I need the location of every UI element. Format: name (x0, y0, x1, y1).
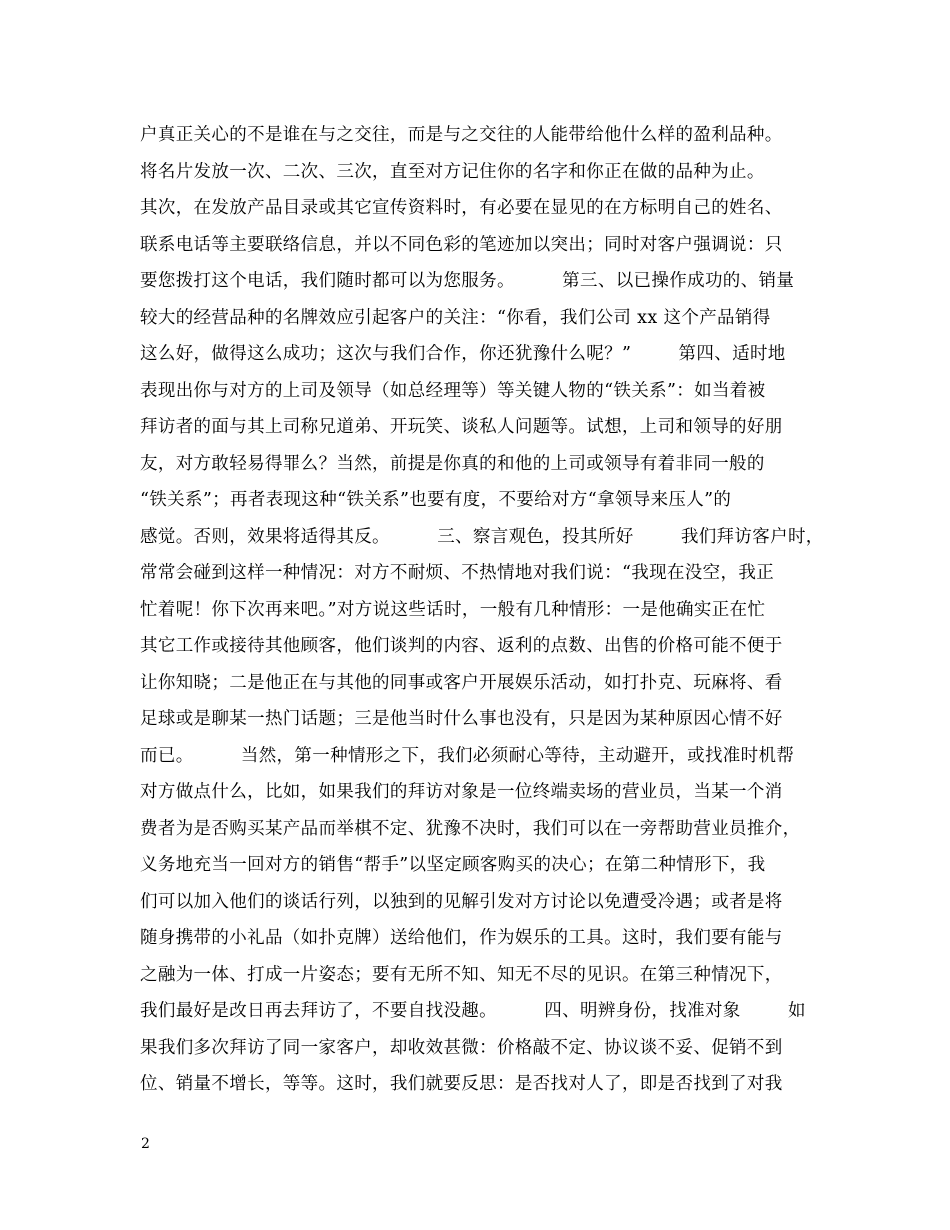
text-line: 将名片发放一次、二次、三次，直至对方记住你的名字和你正在做的品种为止。 (140, 161, 765, 182)
text-line: 这么好，做得这么成功；这次与我们合作，你还犹豫什么呢？” 第四、适时地 (140, 344, 786, 364)
text-line: 义务地充当一回对方的销售“帮手”以坚定顾客购买的决心；在第二种情形下，我 (140, 855, 766, 875)
text-line: 拜访者的面与其上司称兄道弟、开玩笑、谈私人问题等。试想，上司和领导的好朋 (140, 417, 783, 437)
text-line: 忙着呢！你下次再来吧。”对方说这些话时，一般有几种情形：一是他确实正在忙 (140, 599, 766, 620)
text-line: 之融为一体、打成一片姿态；要有无所不知、知无不尽的见识。在第三种情况下， (140, 964, 783, 985)
text-line: 们可以加入他们的谈话行列，以独到的见解引发对方讨论以免遭受冷遇；或者是将 (140, 891, 783, 912)
text-line: 我们最好是改日再去拜访了，不要自找没趣。 四、明辨身份，找准对象 如 (140, 1001, 806, 1021)
text-line: 足球或是聊某一热门话题；三是他当时什么事也没有，只是因为某种原因心情不好 (140, 709, 783, 729)
text-line: 户真正关心的不是谁在与之交往，而是与之交往的人能带给他什么样的盈利品种。 (140, 125, 783, 145)
text-line: 果我们多次拜访了同一家客户，却收效甚微：价格敲不定、协议谈不妥、促销不到 (140, 1037, 783, 1058)
text-line: 其次，在发放产品目录或其它宣传资料时，有必要在显见的在方标明自己的姓名、 (140, 198, 783, 218)
text-line: 感觉。否则，效果将适得其反。 三、察言观色，投其所好 我们拜访客户时， (140, 526, 824, 547)
text-line: 费者为是否购买某产品而举棋不定、犹豫不决时，我们可以在一旁帮助营业员推介， (140, 818, 801, 839)
text-line: 位、销量不增长，等等。这时，我们就要反思：是否找对人了，即是否找到了对我 (140, 1074, 783, 1094)
page-number: 2 (141, 1136, 150, 1152)
body-text (140, 117, 840, 1103)
text-line: 而已。 当然，第一种情形之下，我们必须耐心等待，主动避开，或找准时机帮 (140, 745, 795, 766)
text-line: 对方做点什么，比如，如果我们的拜访对象是一位终端卖场的营业员，当某一个消 (140, 782, 783, 802)
text-line: 表现出你与对方的上司及领导（如总经理等）等关键人物的“铁关系”：如当着被 (140, 380, 766, 401)
text-line: 随身携带的小礼品（如扑克牌）送给他们，作为娱乐的工具。这时，我们要有能与 (140, 928, 783, 948)
text-line: 其它工作或接待其他顾客，他们谈判的内容、返利的点数、出售的价格可能不便于 (140, 636, 783, 656)
text-line: 要您拨打这个电话，我们随时都可以为您服务。 第三、以已操作成功的、销量 (140, 271, 795, 291)
text-line: “铁关系”；再者表现这种“铁关系”也要有度，不要给对方“拿领导来压人”的 (140, 490, 732, 510)
text-line: 常常会碰到这样一种情况：对方不耐烦、不热情地对我们说：“我现在没空，我正 (140, 563, 775, 583)
text-line: 较大的经营品种的名牌效应引起客户的关注：“你看，我们公司 xx 这个产品销得 (140, 307, 771, 328)
text-line: 友，对方敢轻易得罪么？当然，前提是你真的和他的上司或领导有着非同一般的 (140, 453, 765, 474)
text-line: 联系电话等主要联络信息，并以不同色彩的笔迹加以突出；同时对客户强调说：只 (140, 234, 783, 255)
text-line: 让你知晓；二是他正在与其他的同事或客户开展娱乐活动，如打扑克、玩麻将、看 (140, 672, 783, 693)
